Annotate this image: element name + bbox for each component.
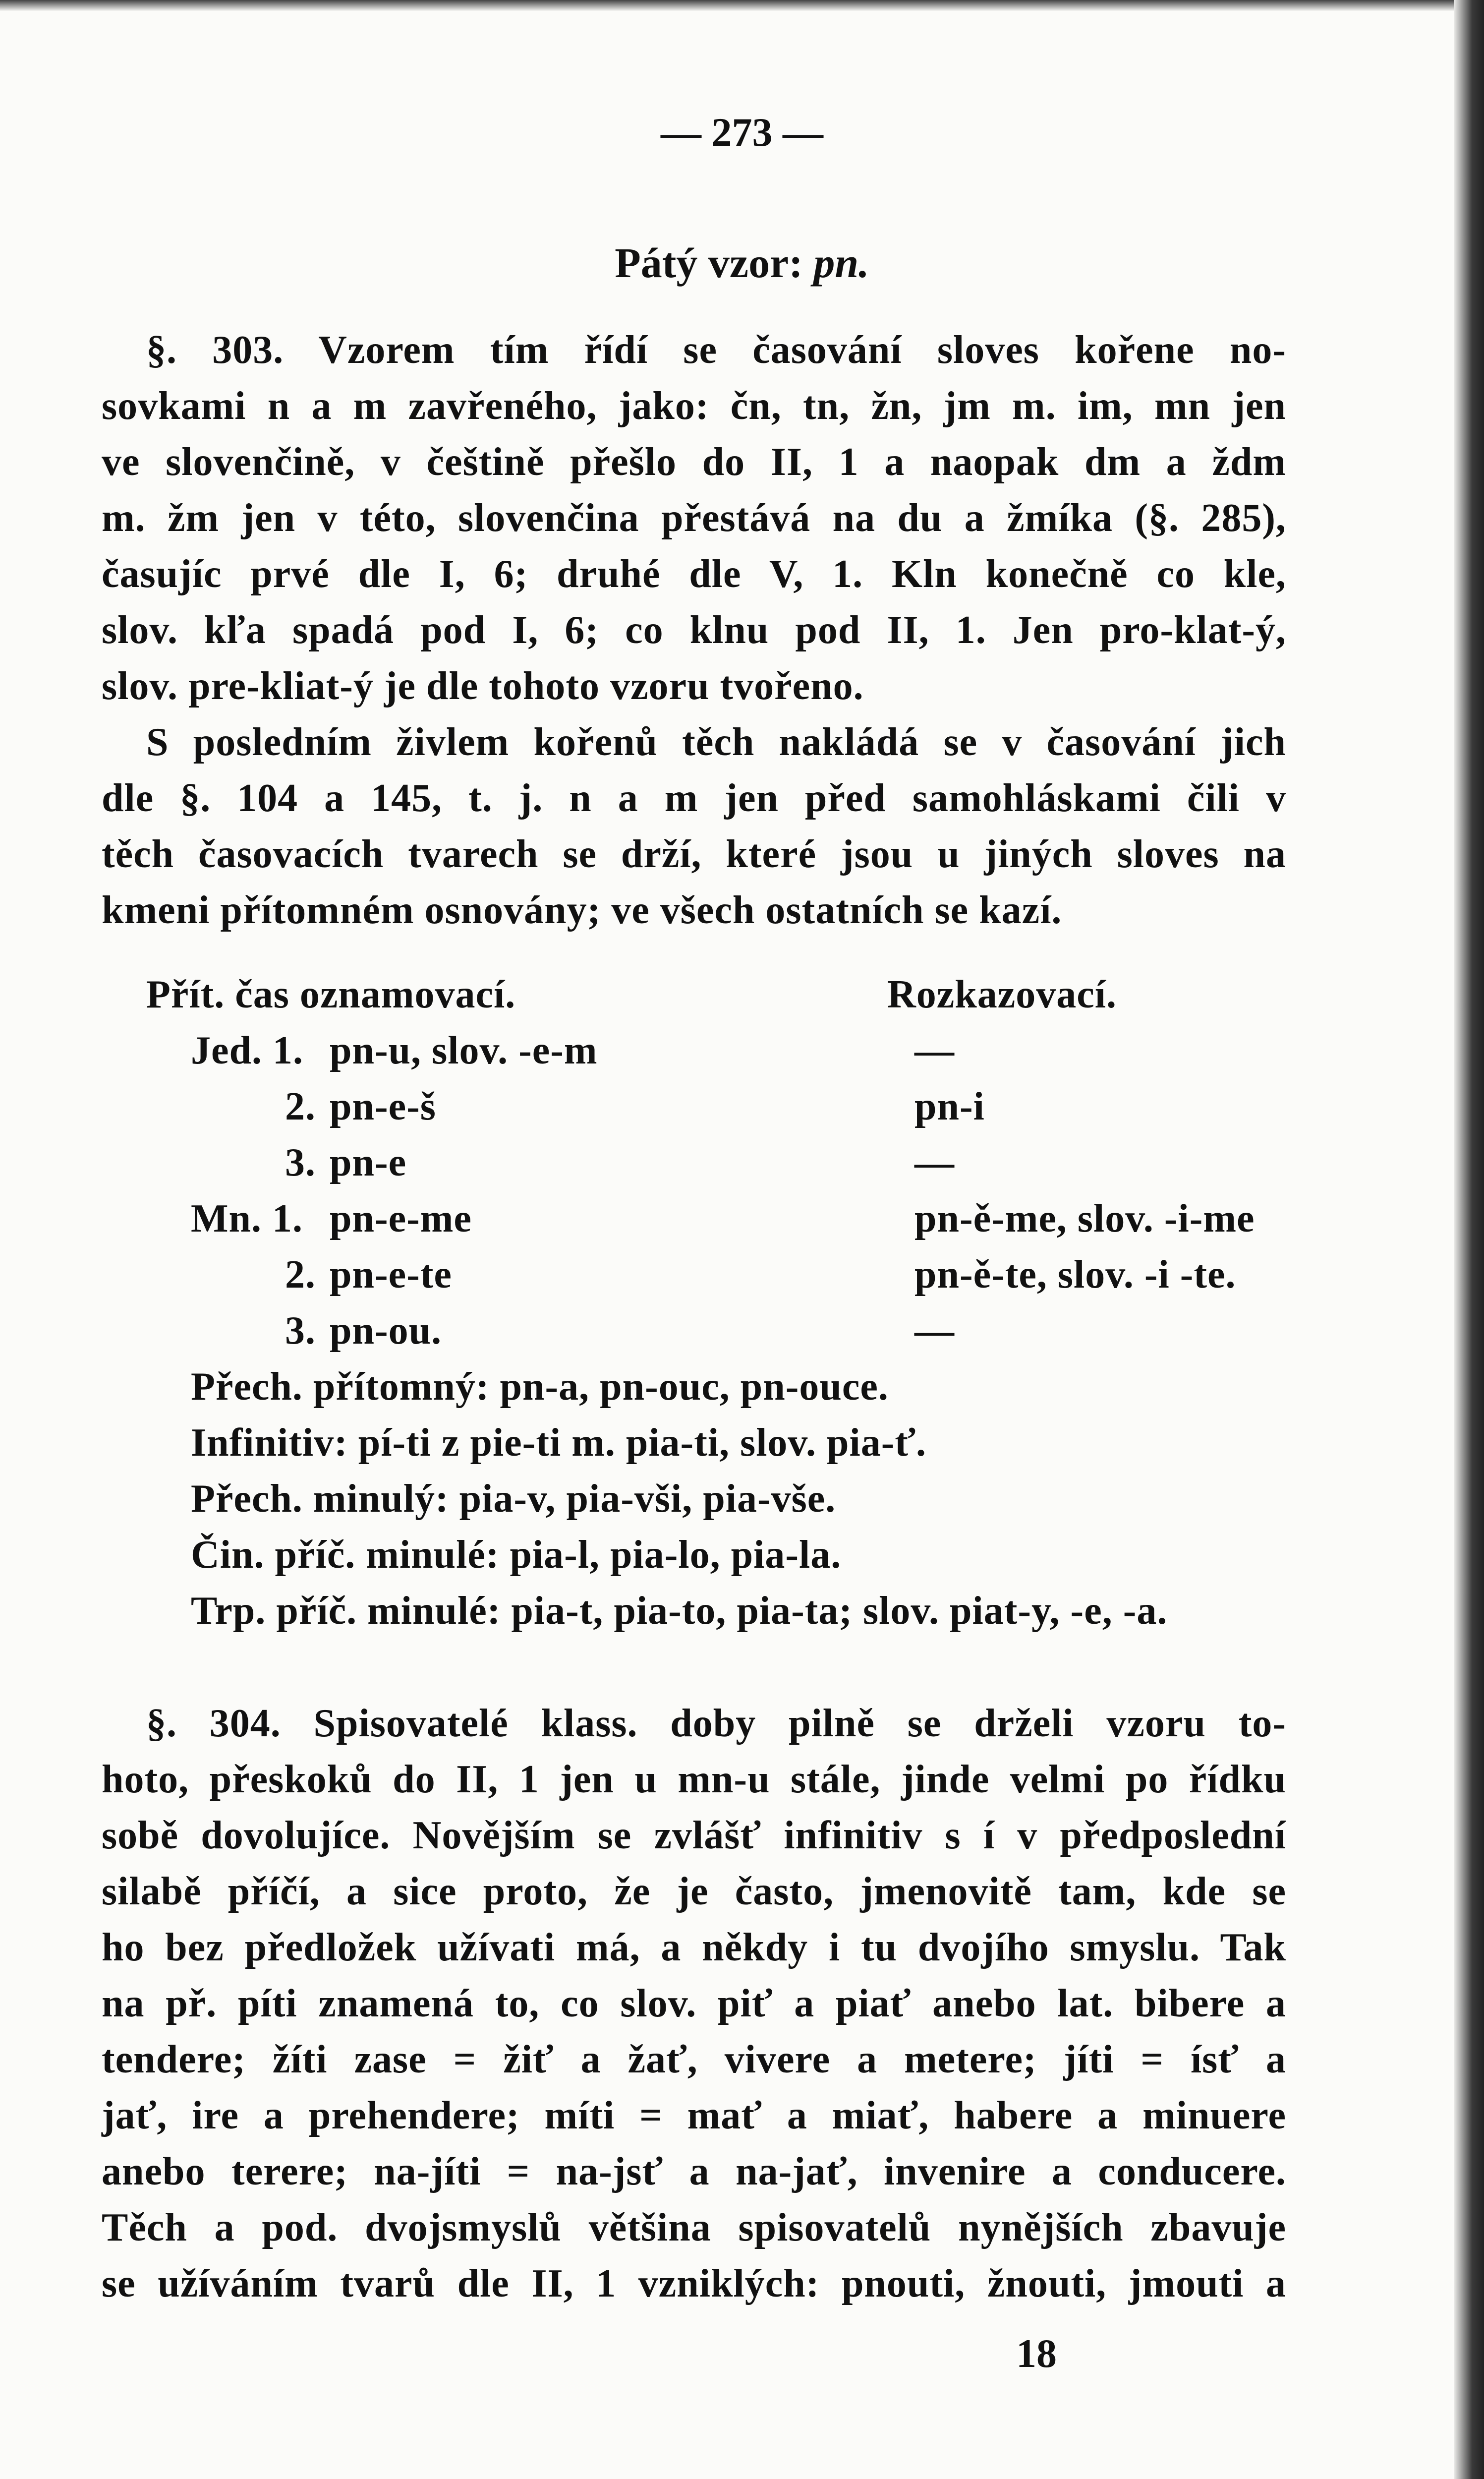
- text-line: jať, ire a prehendere; míti = mať a miať, habere a minuere: [102, 2094, 1286, 2137]
- text-line: kmeni přítomném osnovány; ve všech ostatních se kazí.: [102, 888, 1062, 932]
- imperative-form: pn-i: [914, 1085, 985, 1128]
- imperative-form: —: [914, 1141, 955, 1184]
- present-form: pn-e-te: [330, 1253, 452, 1297]
- text-line: dle §. 104 a 145, t. j. n a m jen před samohláskami čili v: [102, 776, 1286, 820]
- text-line: sobě dovolujíce. Novějším se zvlášť infinitiv s í v předposlední: [102, 1814, 1286, 1857]
- text-line: §. 303. Vzorem tím řídí se časování sloves kořene no-: [146, 328, 1286, 372]
- present-form: pn-u, slov. -e-m: [330, 1029, 598, 1072]
- participle-line: Infinitiv: pí-ti z pie-ti m. pia-ti, slov. pia-ť.: [191, 1421, 927, 1465]
- imperative-form: —: [914, 1309, 955, 1353]
- text-line: tendere; žíti zase = žiť a žať, vivere a metere; jíti = ísť a: [102, 2038, 1286, 2081]
- text-line: ve slovenčině, v češtině přešlo do II, 1 a naopak dm a ždm: [102, 440, 1286, 484]
- participle-line: Přech. přítomný: pn-a, pn-ouc, pn-ouce.: [191, 1365, 889, 1409]
- page-edge-right: [1454, 0, 1484, 2479]
- paragraph-304: [102, 1696, 1286, 2312]
- person-label: Jed. 1.: [191, 1029, 303, 1072]
- person-label: 3.: [285, 1141, 316, 1184]
- person-label: 3.: [285, 1309, 316, 1353]
- text-line: silabě příčí, a sice proto, že je často, jmenovitě tam, kde se: [102, 1870, 1286, 1913]
- present-form: pn-e-me: [330, 1197, 472, 1240]
- participle-line: Čin. příč. minulé: pia-l, pia-lo, pia-la.: [191, 1533, 842, 1577]
- page-number: — 273 —: [661, 110, 823, 155]
- text-line: hoto, přeskoků do II, 1 jen u mn-u stále, jinde velmi po řídku: [102, 1758, 1286, 1801]
- participle-line: Přech. minulý: pia-v, pia-vši, pia-vše.: [191, 1477, 836, 1521]
- imperative-form: pn-ě-me, slov. -i-me: [914, 1197, 1255, 1240]
- page-edge-top: [0, 0, 1484, 11]
- text-line: se užíváním tvarů dle II, 1 vzniklých: pnouti, žnouti, jmouti a: [102, 2262, 1286, 2305]
- text-line: na př. píti znamená to, co slov. piť a piať anebo lat. bibere a: [102, 1982, 1286, 2025]
- person-label: 2.: [285, 1253, 316, 1297]
- text-line: S posledním živlem kořenů těch nakládá se v časování jich: [146, 720, 1286, 764]
- imperative-form: pn-ě-te, slov. -i -te.: [914, 1253, 1236, 1297]
- text-line: Těch a pod. dvojsmyslů většina spisovatelů nynějších zbavuje: [102, 2206, 1286, 2249]
- text-line: ho bez předložek užívati má, a někdy i tu dvojího smyslu. Tak: [102, 1926, 1286, 1969]
- text-line: m. žm jen v této, slovenčina přestává na du a žmíka (§. 285),: [102, 496, 1286, 540]
- text-line: slov. pre-kliat-ý je dle tohoto vzoru tvořeno.: [102, 664, 864, 708]
- text-line: §. 304. Spisovatelé klass. doby pilně se drželi vzoru to-: [146, 1702, 1286, 1745]
- heading-prefix: Pátý vzor:: [615, 239, 814, 287]
- imperative-form: —: [914, 1029, 955, 1072]
- table-header-right: Rozkazovací.: [887, 973, 1117, 1016]
- printer-signature: 18: [1016, 2331, 1057, 2376]
- text-line: sovkami n a m zavřeného, jako: čn, tn, žn, jm m. im, mn jen: [102, 384, 1286, 428]
- text-line: časujíc prvé dle I, 6; druhé dle V, 1. Kln konečně co kle,: [102, 552, 1286, 596]
- text-line: těch časovacích tvarech se drží, které jsou u jiných sloves na: [102, 832, 1286, 876]
- present-form: pn-e: [330, 1141, 407, 1184]
- text-line: anebo terere; na-jíti = na-jsť a na-jať, invenire a conducere.: [102, 2150, 1286, 2193]
- present-form: pn-ou.: [330, 1309, 442, 1353]
- participle-line: Trp. příč. minulé: pia-t, pia-to, pia-ta; slov. piat-y, -e, -a.: [191, 1589, 1168, 1633]
- heading-italic: pn.: [813, 239, 869, 287]
- table-header-left: Přít. čas oznamovací.: [146, 973, 516, 1016]
- text-line: slov. kľa spadá pod I, 6; co klnu pod II, 1. Jen pro-klat-ý,: [102, 608, 1286, 652]
- person-label: 2.: [285, 1085, 316, 1128]
- paragraph-303: [102, 322, 1286, 939]
- conjugation-table: [102, 967, 1286, 1661]
- section-heading: [0, 238, 1484, 288]
- present-form: pn-e-š: [330, 1085, 436, 1128]
- person-label: Mn. 1.: [191, 1197, 303, 1240]
